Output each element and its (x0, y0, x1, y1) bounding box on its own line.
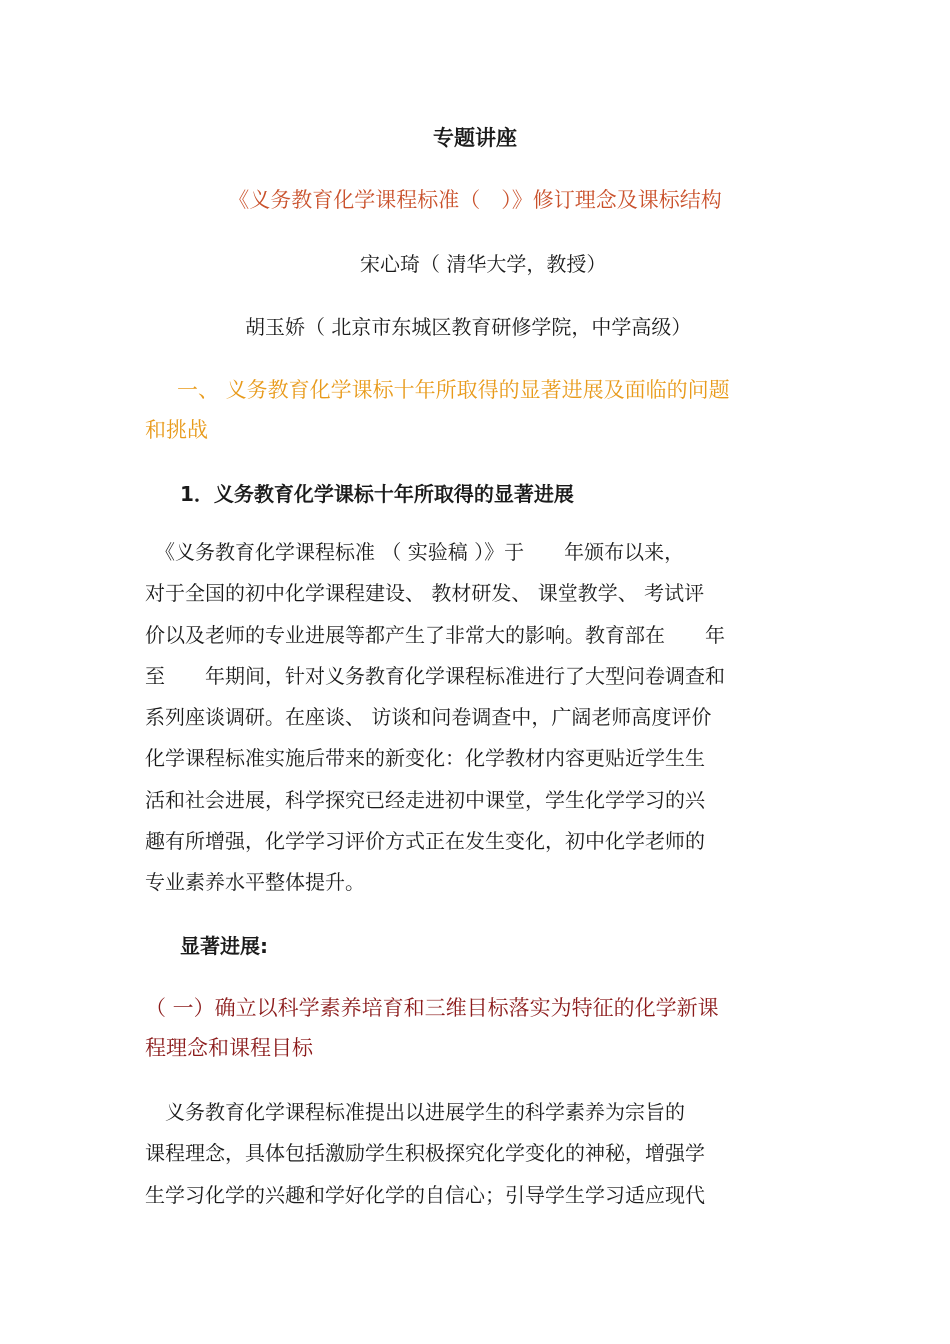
paragraph-line: 生学习化学的兴趣和学好化学的自信心；引导学生学习适应现代 (145, 1182, 705, 1207)
progress-label: 显著进展: (180, 934, 268, 958)
author-1: 宋心琦（ 清华大学，教授） (360, 252, 607, 276)
paragraph-line: 趣有所增强，化学学习评价方式正在发生变化，初中化学老师的 (145, 829, 705, 854)
paragraph-line: 对于全国的初中化学课程建设、 教材研发、 课堂教学、 考试评 (145, 581, 705, 606)
paragraph-line: 系列座谈调研。在座谈、 访谈和问卷调查中，广阔老师高度评价 (145, 705, 712, 730)
paragraph-line: 义务教育化学课程标准提出以进展学生的科学素养为宗旨的 (145, 1100, 685, 1124)
section-1-heading-line-1: 一、 义务教育化学课标十年所取得的显著进展及面临的问题 (177, 378, 730, 402)
point-1-paragraph (145, 1092, 805, 1216)
point-1-heading-line-1: （ 一）确立以科学素养培育和三维目标落实为特征的化学新课 (145, 996, 719, 1020)
paragraph-line: 价以及老师的专业进展等都产生了非常大的影响。教育部在 年 (145, 622, 725, 647)
document-subtitle: 《义务教育化学课程标准（ ）》修订理念及课标结构 (228, 188, 722, 212)
point-1-heading-line-2: 程理念和课程目标 (145, 1036, 313, 1060)
point-1-heading (145, 988, 810, 1068)
paragraph-line: 至 年期间，针对义务教育化学课程标准进行了大型问卷调查和 (145, 663, 725, 688)
page-title: 专题讲座 (433, 126, 517, 150)
paragraph-line: 化学课程标准实施后带来的新变化：化学教材内容更贴近学生生 (145, 746, 705, 771)
paragraph-line: 活和社会进展，科学探究已经走进初中课堂，学生化学学习的兴 (145, 787, 705, 812)
paragraph-line: 课程理念，具体包括激励学生积极探究化学变化的神秘，增强学 (145, 1141, 705, 1166)
paragraph-line: 专业素养水平整体提升。 (145, 870, 365, 895)
author-2: 胡玉娇（ 北京市东城区教育研修学院，中学高级） (245, 315, 692, 339)
paragraph-line: 《义务教育化学课程标准 （ 实验稿 ）》于 年颁布以来， (145, 540, 685, 564)
section-1-heading-line-2: 和挑战 (145, 418, 208, 442)
subsection-1-heading: 1．义务教育化学课标十年所取得的显著进展 (180, 482, 574, 506)
section-1-heading (145, 370, 805, 450)
subsection-1-paragraph (145, 532, 805, 904)
